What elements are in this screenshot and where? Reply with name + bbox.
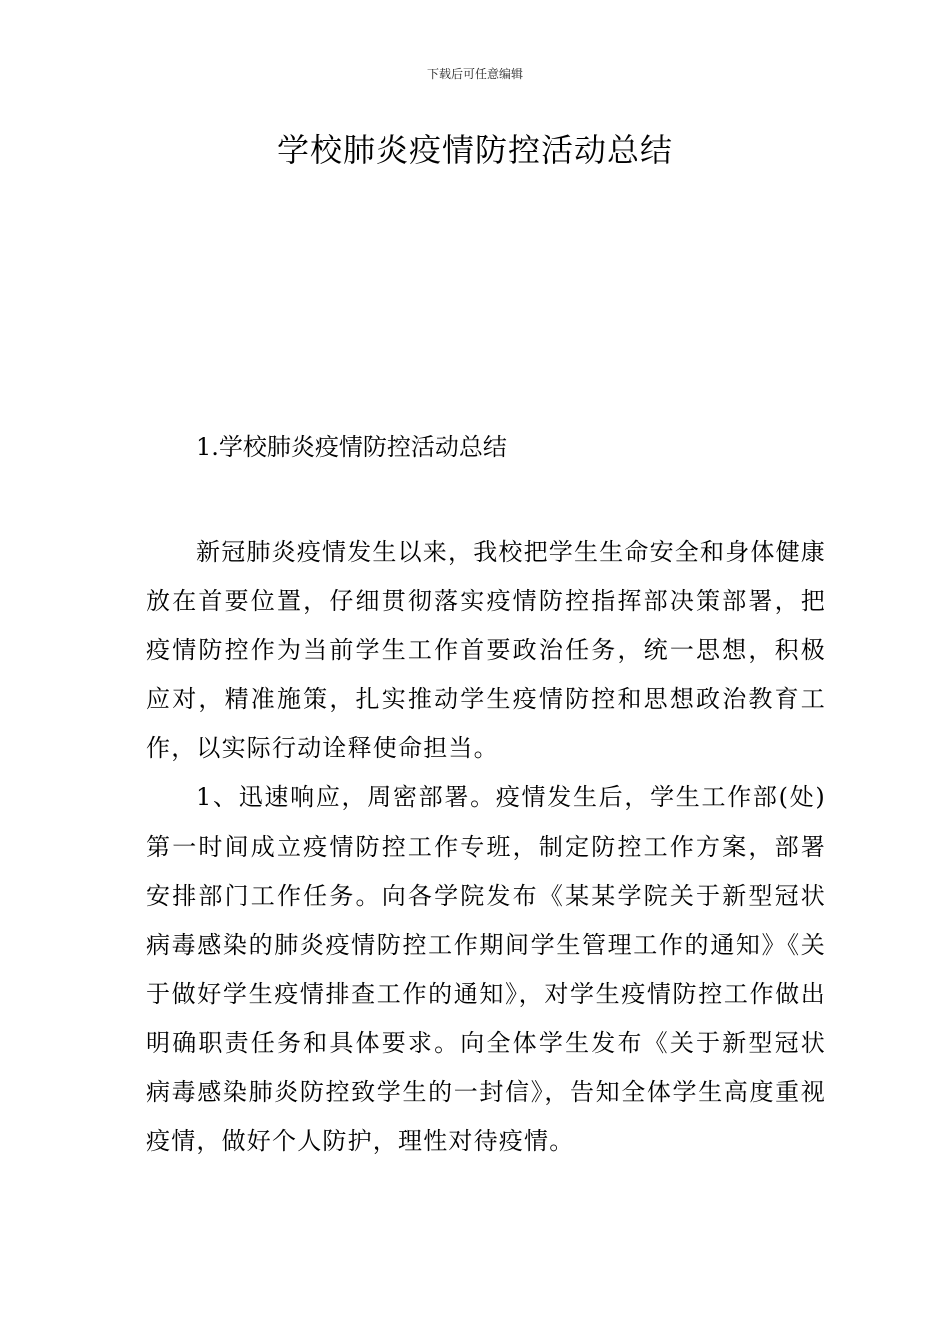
document-title: 学校肺炎疫情防控活动总结 (276, 131, 673, 169)
body-text (146, 528, 826, 1166)
header-note: 下载后可任意编辑 (426, 67, 523, 81)
paragraph-intro: 新冠肺炎疫情发生以来，我校把学生生命安全和身体健康放在首要位置，仔细贯彻落实疫情防控指挥部决策部署，把疫情防控作为当前学生工作首要政治任务，统一思想，积极应对，精准施策，扎实推动学生疫情防控和思想政治教育工作，以实际行动诠释使命担当。 (146, 538, 826, 763)
section-heading: 1.学校肺炎疫情防控活动总结 (196, 433, 507, 461)
paragraph-rapid-response: 1、迅速响应，周密部署。疫情发生后，学生工作部(处)第一时间成立疫情防控工作专班，制定防控工作方案，部署安排部门工作任务。向各学院发布《某某学院关于新型冠状病毒感染的肺炎疫情防控工作期间学生管理工作的通知》《关于做好学生疫情排查工作的通知》，对学生疫情防控工作做出明确职责任务和具体要求。向全体学生发布《关于新型冠状病毒感染肺炎防控致学生的一封信》，告知全体学生高度重视疫情，做好个人防护，理性对待疫情。 (146, 783, 826, 1156)
